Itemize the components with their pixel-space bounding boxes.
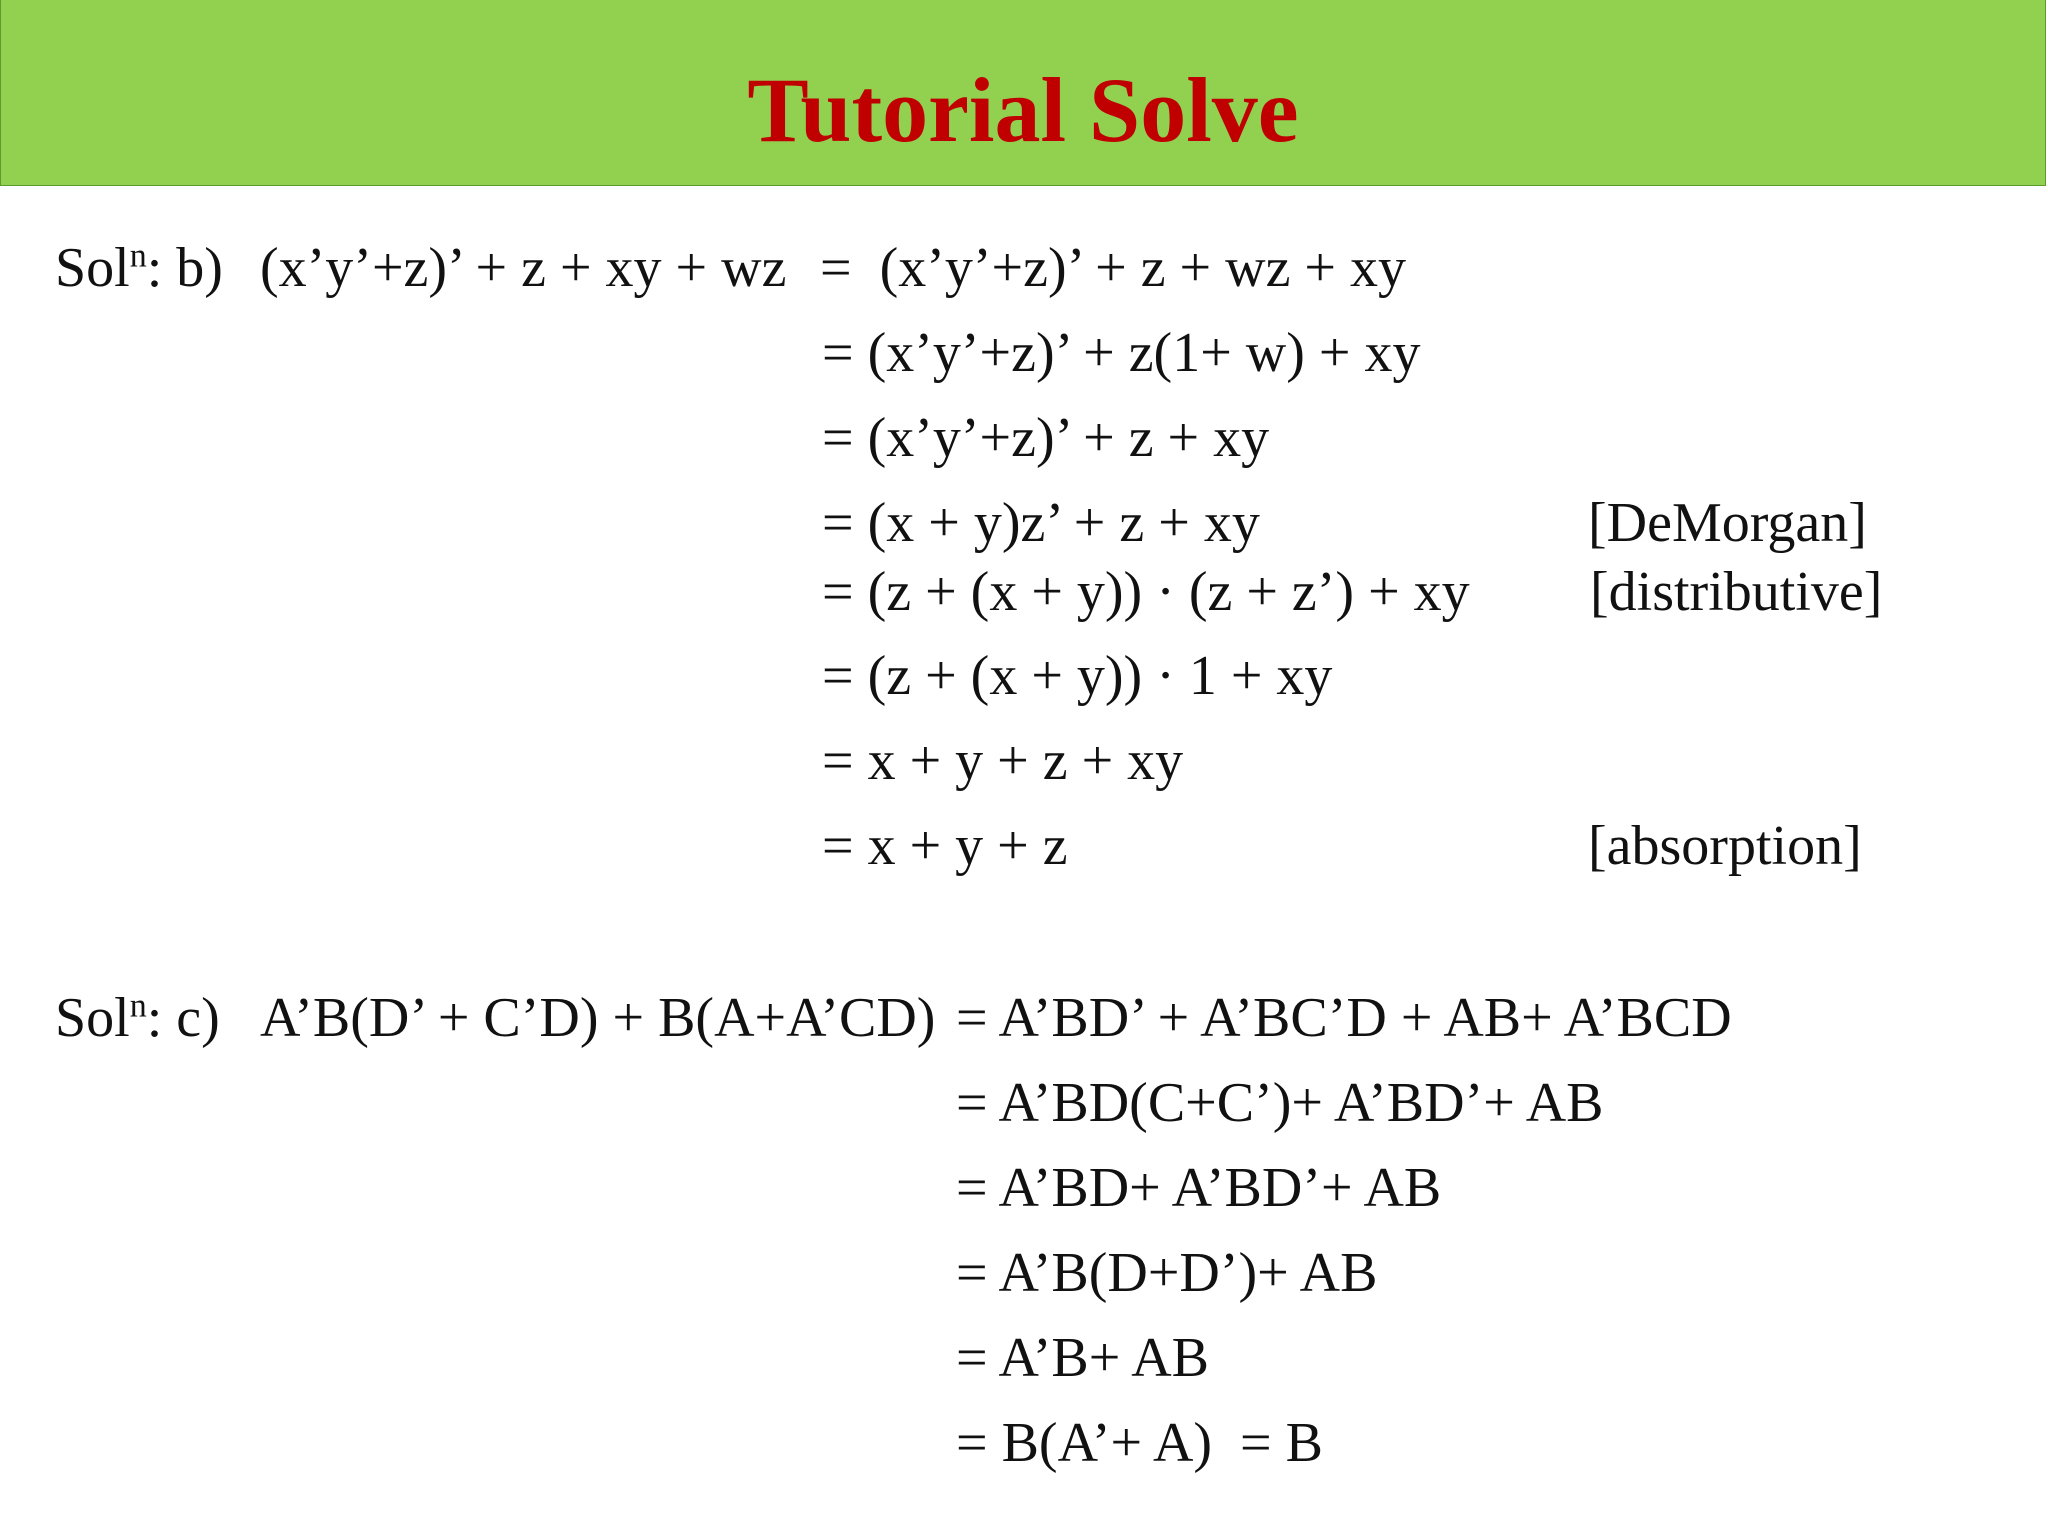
solution-b-step-7: = x + y + z + xy (822, 730, 1184, 792)
solution-c-label-sup: n (129, 987, 147, 1025)
solution-c-step-5: = A’B+ AB (956, 1327, 1210, 1389)
solution-c-step-6: = B(A’+ A) = B (956, 1412, 1323, 1474)
solution-b-step-5: = (z + (x + y)) · (z + z’) + xy (822, 561, 1470, 623)
solution-c-step-3: = A’BD+ A’BD’+ AB (956, 1157, 1442, 1219)
solution-b-step-4: = (x + y)z’ + z + xy (822, 492, 1260, 554)
solution-b-step-1: = (x’y’+z)’ + z + wz + xy (820, 237, 1407, 299)
solution-c-label-suffix: : c) (146, 987, 220, 1049)
solution-b-note-distributive: [distributive] (1590, 561, 1883, 623)
solution-b-label-sup: n (129, 237, 147, 275)
solution-c-label-prefix: Sol (55, 987, 130, 1049)
solution-b-note-demorgan: [DeMorgan] (1588, 492, 1867, 554)
page-title: Tutorial Solve (747, 59, 1299, 161)
solution-b-label (55, 236, 223, 300)
solution-b-lhs: (x’y’+z)’ + z + xy + wz (260, 237, 787, 299)
solution-b-step-2: = (x’y’+z)’ + z(1+ w) + xy (822, 322, 1421, 384)
solution-b-label-prefix: Sol (55, 237, 130, 299)
solution-b-label-suffix: : b) (146, 237, 223, 299)
solution-b-step-3: = (x’y’+z)’ + z + xy (822, 407, 1270, 469)
solution-c-step-4: = A’B(D+D’)+ AB (956, 1242, 1378, 1304)
solution-c-lhs: A’B(D’ + C’D) + B(A+A’CD) (260, 987, 936, 1049)
solution-b-note-absorption: [absorption] (1588, 815, 1862, 877)
solution-c-label (55, 986, 220, 1050)
solution-b-step-8: = x + y + z (822, 815, 1068, 877)
solution-c-step-1: = A’BD’ + A’BC’D + AB+ A’BCD (956, 987, 1732, 1049)
solution-c-step-2: = A’BD(C+C’)+ A’BD’+ AB (956, 1072, 1604, 1134)
title-banner (0, 0, 2046, 186)
solution-b-step-6: = (z + (x + y)) · 1 + xy (822, 645, 1333, 707)
